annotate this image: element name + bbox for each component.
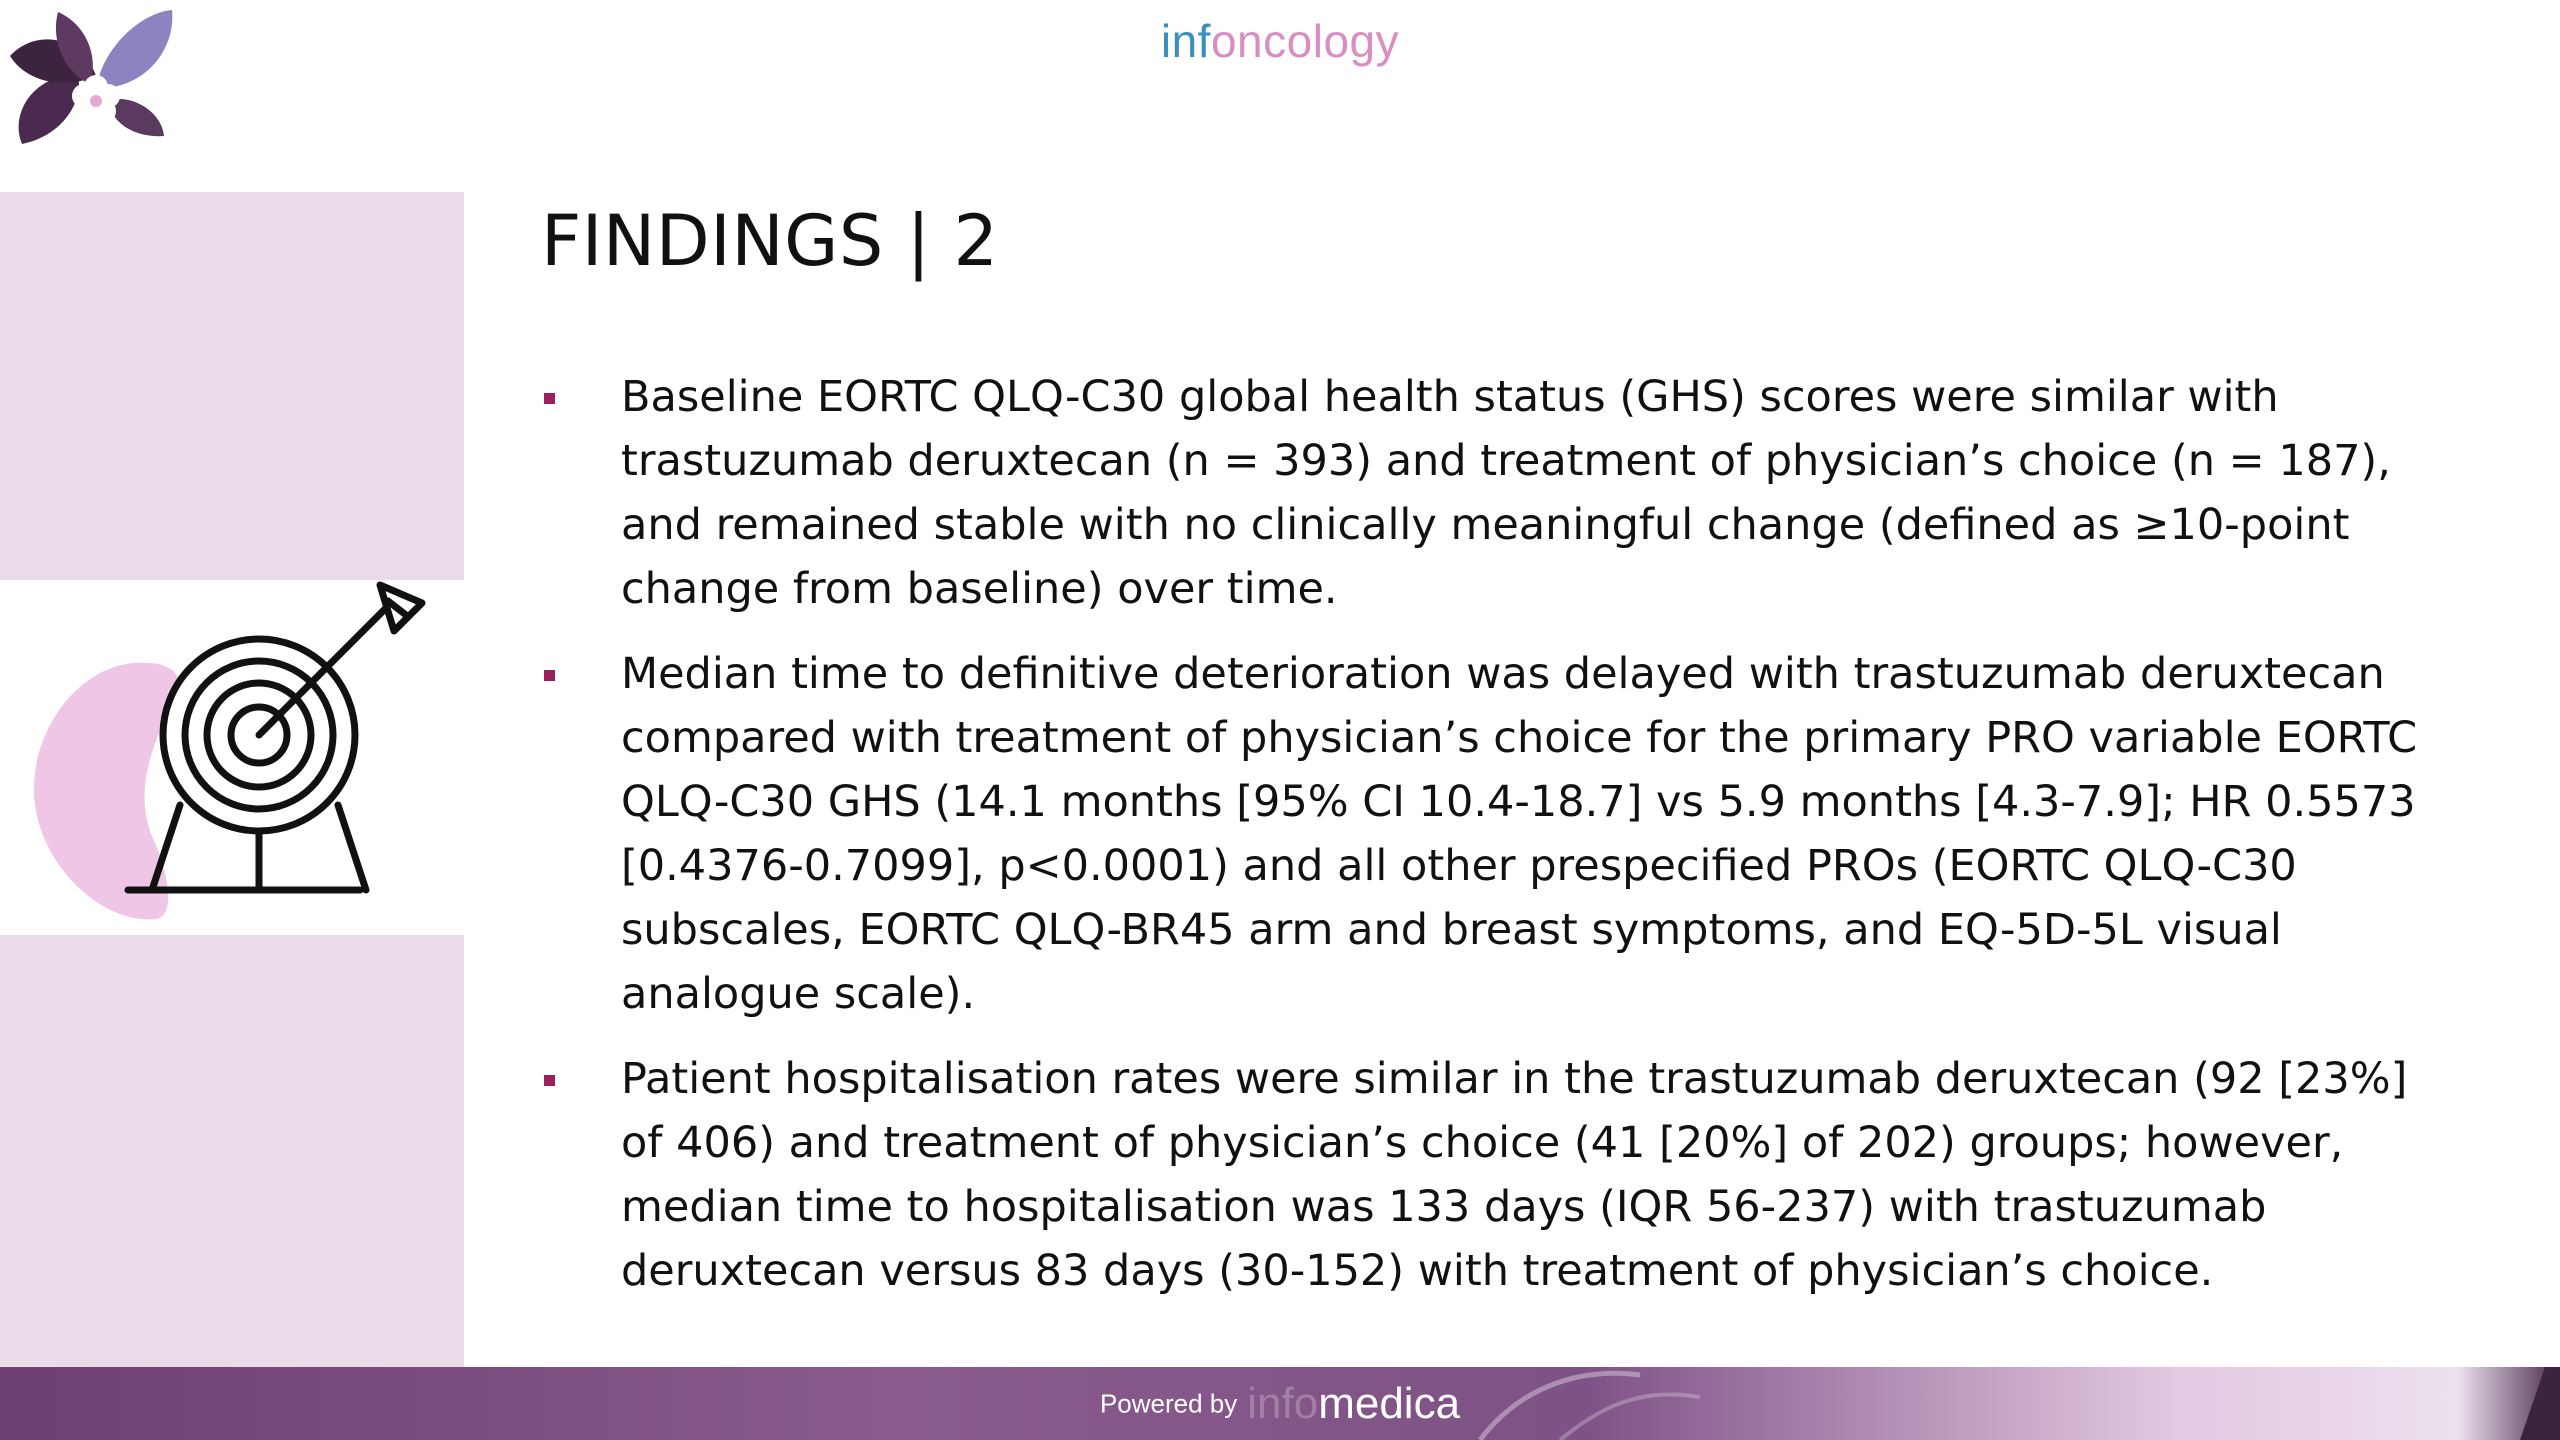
list-item <box>541 1047 2461 1303</box>
bullet-text: Median time to definitive deterioration was delayed with trastuzumab deruxtecan compared with treatment of physician’s choice for the primary PRO variable EORTC QLQ-C30 GHS (14.1 months [95% CI 10.4-18.7] vs 5.9 months [4.3-7.9]; HR 0.5573 [0.4376-0.7099], p<0.0001) and all other prespecified PROs (EORTC QLQ-C30 subscales, EORTC QLQ-BR45 arm and breast symptoms, and EQ-5D-5L visual analogue scale). <box>621 649 2418 1019</box>
bullet-text: Baseline EORTC QLQ-C30 global health status (GHS) scores were similar with trastuzumab deruxtecan (n = 393) and treatment of physician’s choice (n = 187), and remained stable with no clinically meaningful change (defined as ≥10-point change from baseline) over time. <box>621 372 2391 614</box>
bullet-marker <box>544 1075 555 1086</box>
powered-by-label: Powered by <box>1099 1388 1238 1419</box>
list-item <box>541 642 2461 1026</box>
side-panel-bottom <box>0 935 464 1367</box>
findings-list <box>541 365 2461 1324</box>
footer-bar <box>0 1367 2560 1440</box>
side-panel-top <box>0 192 464 580</box>
bullet-marker <box>544 670 555 681</box>
target-arrow-icon <box>28 575 428 925</box>
brand-part-2: oncology <box>1210 15 1400 67</box>
footer-faint-text: info <box>1247 1379 1319 1428</box>
brand-logo <box>0 14 2560 68</box>
powered-by <box>0 1379 2560 1429</box>
footer-brand: medica <box>1318 1379 1461 1428</box>
list-item <box>541 365 2461 621</box>
bullet-marker <box>544 393 555 404</box>
brand-part-1: inf <box>1160 15 1211 67</box>
bullet-text: Patient hospitalisation rates were similar in the trastuzumab deruxtecan (92 [23%] of 406) and treatment of physician’s choice (41 [20%] of 202) groups; however, median time to hospitalisation was 133 days (IQR 56-237) with trastuzumab deruxtecan versus 83 days (30-152) with treatment of physician’s choice. <box>621 1054 2408 1296</box>
slide-title: FINDINGS | 2 <box>541 200 999 282</box>
